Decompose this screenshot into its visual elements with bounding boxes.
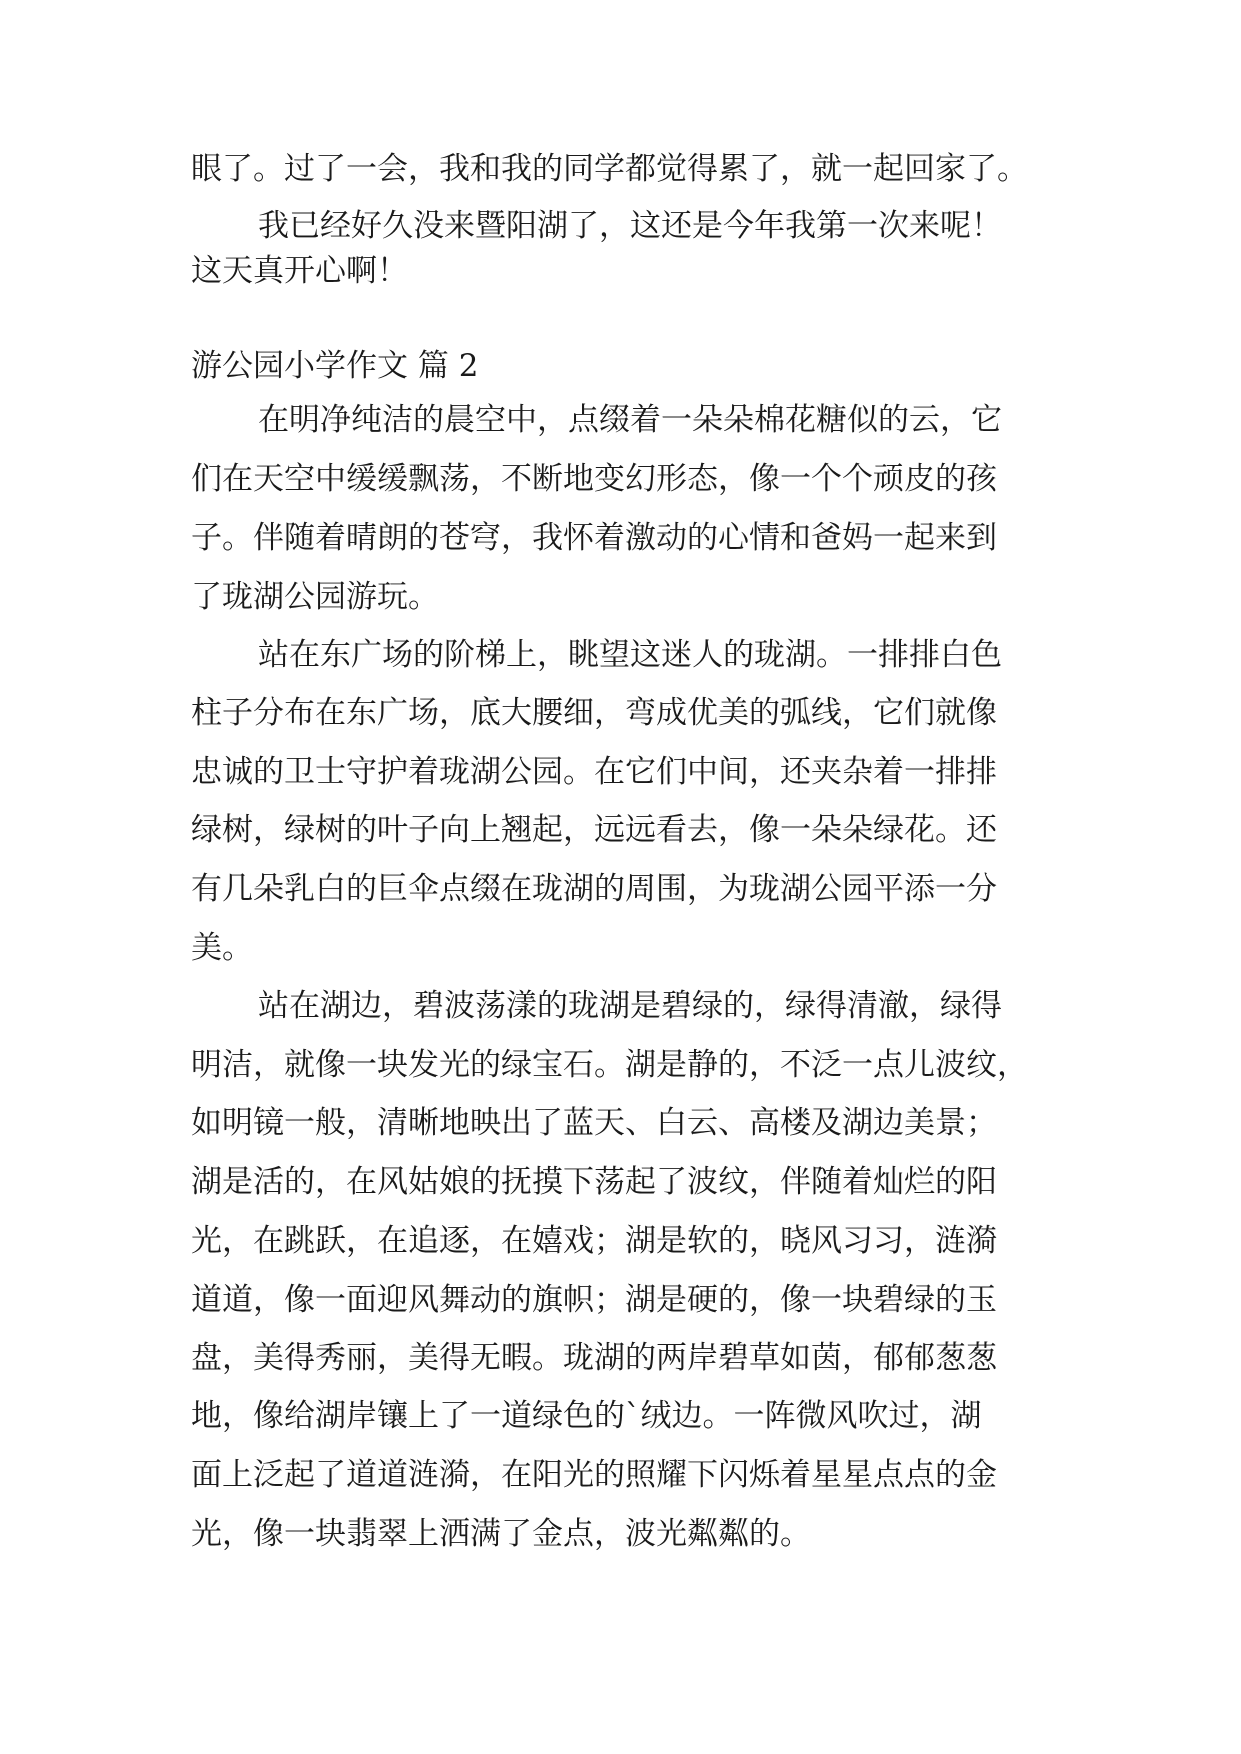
text-line: 忠诚的卫士守护着珑湖公园。在它们中间，还夹杂着一排排 xyxy=(191,754,997,790)
section-heading: 游公园小学作文 篇 2 xyxy=(191,348,479,384)
text-line: 们在天空中缓缓飘荡，不断地变幻形态，像一个个顽皮的孩 xyxy=(191,461,997,497)
text-line: 眼了。过了一会，我和我的同学都觉得累了，就一起回家了。 xyxy=(191,151,1028,187)
text-line: 光，像一块翡翠上洒满了金点，波光粼粼的。 xyxy=(191,1516,811,1552)
text-line: 了珑湖公园游玩。 xyxy=(191,579,439,615)
text-line: 光，在跳跃，在追逐，在嬉戏；湖是软的，晓风习习，涟漪 xyxy=(191,1223,997,1259)
text-line: 绿树，绿树的叶子向上翘起，远远看去，像一朵朵绿花。还 xyxy=(191,812,997,848)
text-line: 这天真开心啊！ xyxy=(191,253,408,289)
paragraph-first-line: 站在湖边，碧波荡漾的珑湖是碧绿的，绿得清澈，绿得 xyxy=(258,988,1002,1024)
text-line: 子。伴随着晴朗的苍穹，我怀着激动的心情和爸妈一起来到 xyxy=(191,520,997,556)
paragraph-first-line: 在明净纯洁的晨空中，点缀着一朵朵棉花糖似的云，它 xyxy=(258,402,1002,438)
text-line: 有几朵乳白的巨伞点缀在珑湖的周围，为珑湖公园平添一分 xyxy=(191,871,997,907)
text-line: 地，像给湖岸镶上了一道绿色的`绒边。一阵微风吹过，湖 xyxy=(191,1398,982,1434)
text-line: 明洁，就像一块发光的绿宝石。湖是静的，不泛一点儿波纹， xyxy=(191,1047,1028,1083)
text-line: 柱子分布在东广场，底大腰细，弯成优美的弧线，它们就像 xyxy=(191,695,997,731)
text-line: 如明镜一般，清晰地映出了蓝天、白云、高楼及湖边美景； xyxy=(191,1105,997,1141)
paragraph-first-line: 站在东广场的阶梯上，眺望这迷人的珑湖。一排排白色 xyxy=(258,637,1002,673)
text-line: 道道，像一面迎风舞动的旗帜；湖是硬的，像一块碧绿的玉 xyxy=(191,1282,997,1318)
text-line: 美。 xyxy=(191,930,253,966)
text-line: 盘，美得秀丽，美得无暇。珑湖的两岸碧草如茵，郁郁葱葱 xyxy=(191,1340,997,1376)
paragraph-first-line: 我已经好久没来暨阳湖了，这还是今年我第一次来呢！ xyxy=(258,208,1002,244)
text-line: 面上泛起了道道涟漪，在阳光的照耀下闪烁着星星点点的金 xyxy=(191,1457,997,1493)
text-line: 湖是活的，在风姑娘的抚摸下荡起了波纹，伴随着灿烂的阳 xyxy=(191,1164,997,1200)
